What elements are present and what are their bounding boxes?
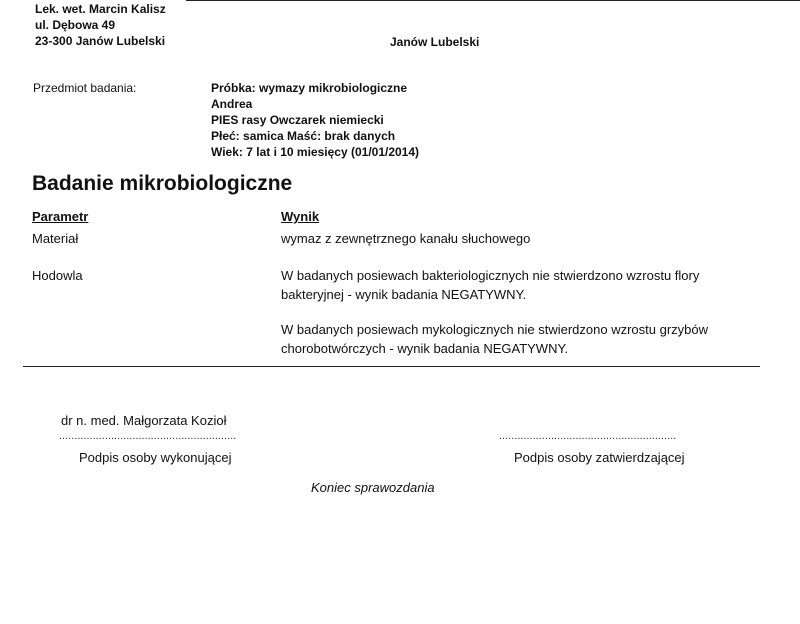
subject-sex-color: Płeć: samica Maść: brak danych bbox=[211, 129, 396, 143]
row-result-bacteriology: W badanych posiewach bakteriologicznych nie stwierdzono wzrostu flory bakteryjnej - wynik badania NEGATYWNY. bbox=[281, 268, 700, 302]
row-param-material: Materiał bbox=[32, 231, 79, 246]
section-title: Badanie mikrobiologiczne bbox=[32, 172, 293, 195]
clinic-city: 23-300 Janów Lubelski bbox=[35, 34, 166, 48]
row-param-culture: Hodowla bbox=[32, 268, 83, 283]
subject-age: Wiek: 7 lat i 10 miesięcy (01/01/2014) bbox=[211, 145, 420, 159]
performer-name: dr n. med. Małgorzata Kozioł bbox=[61, 413, 227, 428]
subject-sample: Próbka: wymazy mikrobiologiczne bbox=[211, 81, 408, 95]
subject-label: Przedmiot badania: bbox=[33, 81, 137, 95]
column-header-result: Wynik bbox=[281, 209, 320, 224]
clinic-name: Lek. wet. Marcin Kalisz bbox=[35, 2, 166, 16]
approver-signature-line: .......................................................... bbox=[499, 430, 677, 442]
column-header-parameter: Parametr bbox=[32, 209, 89, 224]
subject-animal-name: Andrea bbox=[211, 97, 253, 111]
row-result-mycology: W badanych posiewach mykologicznych nie stwierdzono wzrostu grzybów chorobotwórczych - wynik badania NEGATYWNY. bbox=[281, 322, 709, 356]
subject-details bbox=[211, 80, 419, 160]
approver-signature-label: Podpis osoby zatwierdzającej bbox=[514, 450, 685, 465]
row-result-material: wymaz z zewnętrznego kanału słuchowego bbox=[281, 231, 531, 246]
performer-signature-label: Podpis osoby wykonującej bbox=[79, 450, 232, 465]
section-divider bbox=[23, 366, 760, 367]
performer-signature-line: .......................................................... bbox=[59, 430, 237, 442]
report-end-note: Koniec sprawozdania bbox=[311, 480, 435, 495]
report-place: Janów Lubelski bbox=[390, 35, 480, 49]
subject-breed: PIES rasy Owczarek niemiecki bbox=[211, 113, 384, 127]
top-border-line bbox=[186, 0, 800, 1]
clinic-street: ul. Dębowa 49 bbox=[35, 18, 116, 32]
